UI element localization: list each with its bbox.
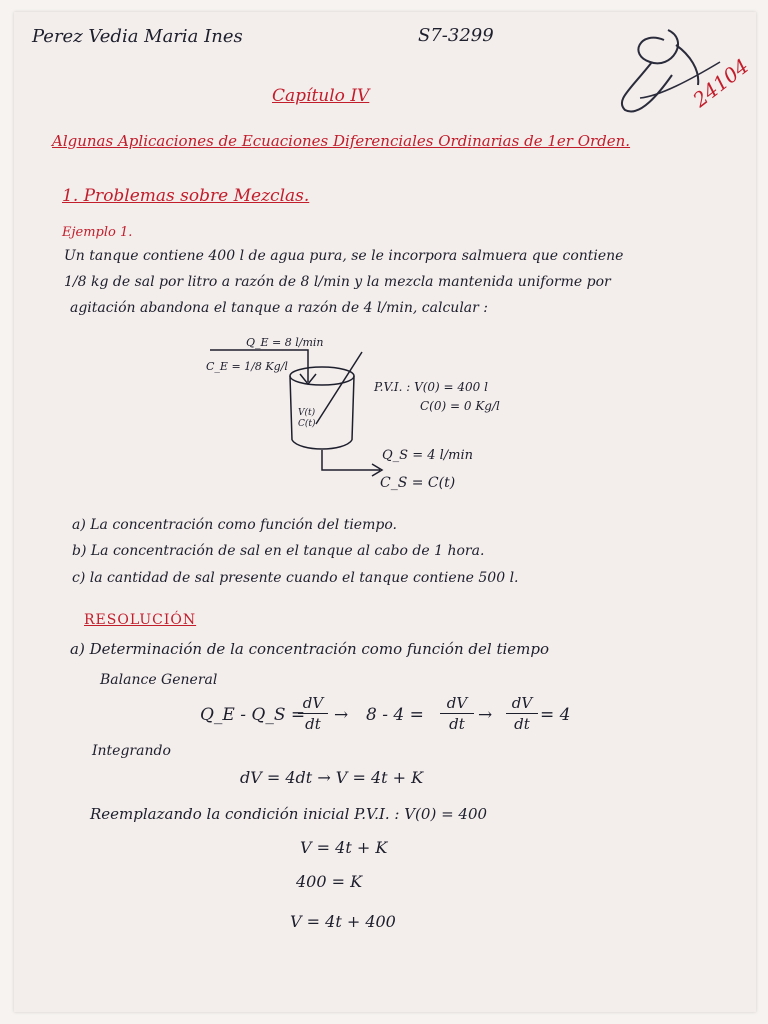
outflow-rate: Q_S = 4 l/min — [382, 448, 474, 463]
inflow-rate: Q_E = 8 l/min — [246, 336, 324, 349]
integrating-label: Integrando — [92, 743, 171, 759]
arrow: → — [478, 705, 493, 725]
tank-concentration-label: C(t) — [298, 419, 316, 429]
replace-condition: Reemplazando la condición inicial P.V.I. : V(0) = 400 — [90, 805, 488, 823]
equation-line: V = 4t + K — [300, 838, 388, 857]
equation-line: V = 4t + 400 — [290, 912, 396, 931]
pvi-concentration: C(0) = 0 Kg/l — [420, 399, 500, 413]
inflow-concentration: C_E = 1/8 Kg/l — [206, 360, 288, 373]
question-b: b) La concentración de sal en el tanque al cabo de 1 hora. — [72, 543, 485, 559]
fraction-dv-dt — [440, 694, 474, 733]
arrow: → — [334, 705, 349, 725]
fraction-dv-dt — [298, 694, 328, 733]
tank-volume-label: V(t) — [298, 408, 316, 418]
pvi-volume: P.V.I. : V(0) = 400 l — [374, 380, 488, 394]
fraction-denominator: dt — [514, 715, 530, 733]
outflow-concentration: C_S = C(t) — [380, 475, 456, 491]
balance-end: = 4 — [540, 705, 571, 725]
part-a-title: a) Determinación de la concentración como función del tiempo — [70, 640, 549, 658]
svg-text:24104: 24104 — [688, 53, 754, 112]
statement-line: Un tanque contiene 400 l de agua pura, se le incorpora salmuera que contiene — [64, 248, 624, 264]
equation-line: 400 = K — [296, 872, 363, 891]
fraction-numerator: dV — [511, 694, 533, 712]
statement-line: agitación abandona el tanque a razón de 4 l/min, calcular : — [70, 300, 488, 316]
fraction-dv-dt — [506, 694, 538, 733]
integral-equation: dV = 4dt → V = 4t + K — [240, 768, 424, 787]
fraction-numerator: dV — [446, 694, 468, 712]
question-c: c) la cantidad de sal presente cuando el tanque contiene 500 l. — [72, 570, 519, 586]
balance-lhs: Q_E - Q_S = — [200, 705, 306, 725]
question-a: a) La concentración como función del tiempo. — [72, 517, 397, 533]
chapter-subtitle: Algunas Aplicaciones de Ecuaciones Diferenciales Ordinarias de 1er Orden. — [52, 132, 631, 150]
balance-middle: 8 - 4 = — [366, 705, 424, 725]
statement-line: 1/8 kg de sal por litro a razón de 8 l/min y la mezcla mantenida uniforme por — [64, 274, 611, 290]
fraction-denominator: dt — [305, 715, 321, 733]
example-label: Ejemplo 1. — [62, 225, 133, 240]
section-title: 1. Problemas sobre Mezclas. — [62, 186, 310, 206]
fraction-numerator: dV — [302, 694, 324, 712]
fraction-denominator: dt — [449, 715, 465, 733]
resolution-heading: RESOLUCIÓN — [84, 612, 197, 628]
student-id: S7-3299 — [418, 25, 494, 46]
student-name: Perez Vedia Maria Ines — [32, 26, 243, 47]
balance-label: Balance General — [100, 672, 218, 688]
chapter-title: Capítulo IV — [272, 86, 370, 106]
